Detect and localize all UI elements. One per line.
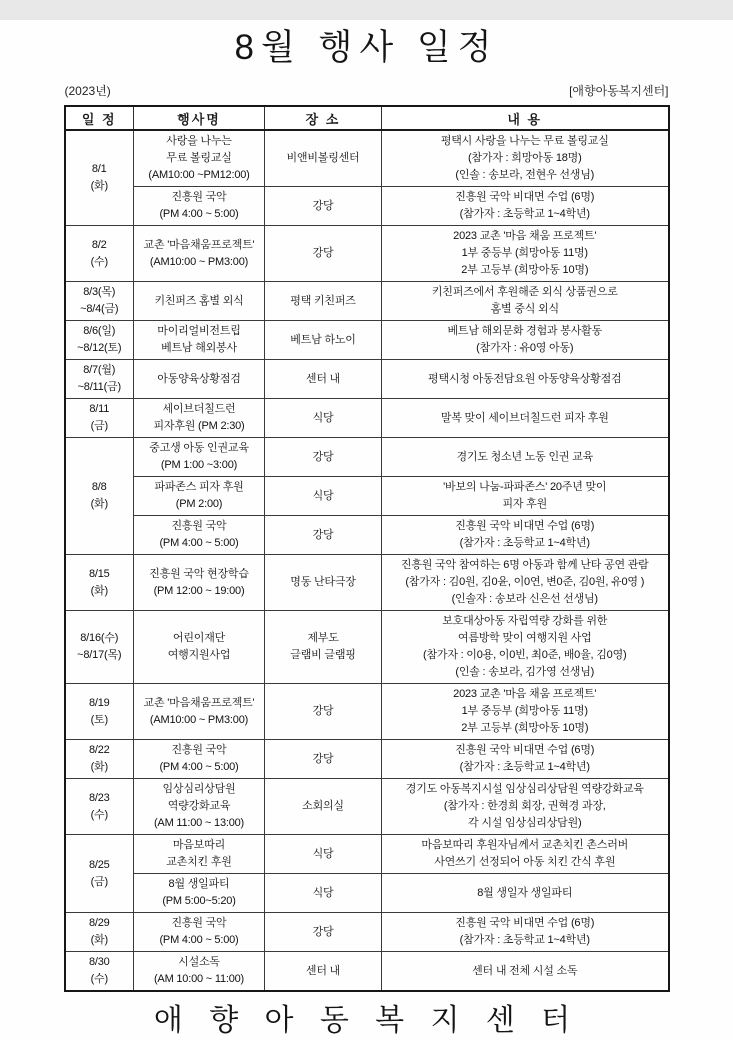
- schedule-table-body: [65, 130, 669, 991]
- content-cell: 진흥원 국악 비대면 수업 (6명) (참가자 : 초등학교 1~4학년): [382, 913, 669, 952]
- content-cell: '바보의 나눔-파파존스' 20주년 맞이 피자 후원: [382, 477, 669, 516]
- date-cell: 8/8 (화): [65, 438, 134, 555]
- table-row: [65, 438, 669, 477]
- header-content: 내 용: [382, 106, 669, 130]
- content-cell: 2023 교촌 '마음 채움 프로젝트' 1부 중등부 (희망아동 11명) 2부 고등부 (희망아동 10명): [382, 226, 669, 282]
- table-row: [65, 282, 669, 321]
- event-name-cell: 파파존스 피자 후원 (PM 2:00): [134, 477, 265, 516]
- content-cell: 경기도 아동복지시설 임상심리상담원 역량강화교육 (참가자 : 한경희 회장, 권혁경 과장, 각 시설 임상심리상담원): [382, 779, 669, 835]
- table-row: [65, 740, 669, 779]
- table-row: [65, 913, 669, 952]
- table-row: [65, 835, 669, 874]
- date-cell: 8/23 (수): [65, 779, 134, 835]
- date-cell: 8/19 (토): [65, 684, 134, 740]
- date-cell: 8/16(수) ~8/17(목): [65, 611, 134, 684]
- place-cell: 베트남 하노이: [265, 321, 382, 360]
- event-name-cell: 키친퍼즈 홈별 외식: [134, 282, 265, 321]
- content-cell: 보호대상아동 자립역량 강화를 위한 여름방학 맞이 여행지원 사업 (참가자 : 이0용, 이0빈, 최0준, 배0율, 김0영) (인솔 : 송보라, 김가영 선생님): [382, 611, 669, 684]
- schedule-table: [64, 105, 670, 992]
- place-cell: 강당: [265, 740, 382, 779]
- content-cell: 진흥원 국악 참여하는 6명 아동과 함께 난타 공연 관람 (참가자 : 김0원, 김0윤, 이0연, 변0준, 김0원, 유0영 ) (인솔자 : 송보라 신은선 선생님): [382, 555, 669, 611]
- place-cell: 강당: [265, 913, 382, 952]
- document-page: [0, 20, 733, 1040]
- event-name-cell: 진흥원 국악 (PM 4:00 ~ 5:00): [134, 913, 265, 952]
- content-cell: 2023 교촌 '마음 채움 프로젝트' 1부 중등부 (희망아동 11명) 2부 고등부 (희망아동 10명): [382, 684, 669, 740]
- date-cell: 8/2 (수): [65, 226, 134, 282]
- content-cell: 8월 생일자 생일파티: [382, 874, 669, 913]
- table-row: [65, 684, 669, 740]
- table-row: [65, 226, 669, 282]
- place-cell: 식당: [265, 874, 382, 913]
- place-cell: 강당: [265, 516, 382, 555]
- place-cell: 식당: [265, 477, 382, 516]
- place-cell: 식당: [265, 835, 382, 874]
- place-cell: 명동 난타극장: [265, 555, 382, 611]
- meta-row: [65, 82, 669, 99]
- table-row: [65, 321, 669, 360]
- table-row: [65, 952, 669, 992]
- place-cell: 강당: [265, 684, 382, 740]
- event-name-cell: 마이리얼비전트립 베트남 해외봉사: [134, 321, 265, 360]
- content-cell: 평택시 사랑을 나누는 무료 볼링교실 (참가자 : 희망아동 18명) (인솔 : 송보라, 전현우 선생님): [382, 130, 669, 187]
- table-row: [65, 779, 669, 835]
- date-cell: 8/30 (수): [65, 952, 134, 992]
- content-cell: 마음보따리 후원자님께서 교촌치킨 촌스러버 사연쓰기 선정되어 아동 치킨 간식 후원: [382, 835, 669, 874]
- place-cell: 소회의실: [265, 779, 382, 835]
- table-row: [65, 187, 669, 226]
- event-name-cell: 진흥원 국악 (PM 4:00 ~ 5:00): [134, 516, 265, 555]
- date-cell: 8/29 (화): [65, 913, 134, 952]
- place-cell: 비앤비볼링센터: [265, 130, 382, 187]
- table-row: [65, 611, 669, 684]
- event-name-cell: 사랑을 나누는 무료 볼링교실 (AM10:00 ~PM12:00): [134, 130, 265, 187]
- place-cell: 평택 키친퍼즈: [265, 282, 382, 321]
- date-cell: 8/22 (화): [65, 740, 134, 779]
- place-cell: 센터 내: [265, 952, 382, 992]
- content-cell: 베트남 해외문화 경험과 봉사활동 (참가자 : 유0영 아동): [382, 321, 669, 360]
- place-cell: 식당: [265, 399, 382, 438]
- footer-org-name: 애 향 아 동 복 지 센 터: [153, 1004, 580, 1037]
- table-row: [65, 516, 669, 555]
- place-cell: 강당: [265, 187, 382, 226]
- table-row: [65, 130, 669, 187]
- place-cell: 강당: [265, 226, 382, 282]
- event-name-cell: 진흥원 국악 (PM 4:00 ~ 5:00): [134, 187, 265, 226]
- table-row: [65, 555, 669, 611]
- date-cell: 8/7(월) ~8/11(금): [65, 360, 134, 399]
- content-cell: 센터 내 전체 시설 소독: [382, 952, 669, 992]
- content-cell: 진흥원 국악 비대면 수업 (6명) (참가자 : 초등학교 1~4학년): [382, 187, 669, 226]
- content-cell: 평택시청 아동전담요원 아동양육상황점검: [382, 360, 669, 399]
- event-name-cell: 세이브더칠드런 피자후원 (PM 2:30): [134, 399, 265, 438]
- table-row: [65, 874, 669, 913]
- header-date: 일 정: [65, 106, 134, 130]
- content-cell: 키친퍼즈에서 후원해준 외식 상품권으로 홈별 중식 외식: [382, 282, 669, 321]
- date-cell: 8/25 (금): [65, 835, 134, 913]
- event-name-cell: 진흥원 국악 (PM 4:00 ~ 5:00): [134, 740, 265, 779]
- date-cell: 8/1 (화): [65, 130, 134, 226]
- event-name-cell: 임상심리상담원 역량강화교육 (AM 11:00 ~ 13:00): [134, 779, 265, 835]
- org-note: [애향아동복지센터]: [569, 84, 669, 98]
- header-event-name: 행사명: [134, 106, 265, 130]
- event-name-cell: 시설소독 (AM 10:00 ~ 11:00): [134, 952, 265, 992]
- date-cell: 8/3(목) ~8/4(금): [65, 282, 134, 321]
- place-cell: 제부도 글램비 글램핑: [265, 611, 382, 684]
- event-name-cell: 아동양육상황점검: [134, 360, 265, 399]
- header-place: 장 소: [265, 106, 382, 130]
- place-cell: 강당: [265, 438, 382, 477]
- event-name-cell: 8월 생일파티 (PM 5:00~5:20): [134, 874, 265, 913]
- content-cell: 말복 맞이 세이브더칠드런 피자 후원: [382, 399, 669, 438]
- event-name-cell: 어린이재단 여행지원사업: [134, 611, 265, 684]
- event-name-cell: 중고생 아동 인권교육 (PM 1:00 ~3:00): [134, 438, 265, 477]
- event-name-cell: 교촌 '마음채움프로젝트' (AM10:00 ~ PM3:00): [134, 684, 265, 740]
- table-row: [65, 399, 669, 438]
- table-row: [65, 360, 669, 399]
- date-cell: 8/15 (화): [65, 555, 134, 611]
- table-row: [65, 477, 669, 516]
- content-cell: 진흥원 국악 비대면 수업 (6명) (참가자 : 초등학교 1~4학년): [382, 516, 669, 555]
- event-name-cell: 마음보따리 교촌치킨 후원: [134, 835, 265, 874]
- page-title: 8월 행사 일정: [234, 28, 499, 67]
- content-cell: 경기도 청소년 노동 인권 교육: [382, 438, 669, 477]
- year-note: (2023년): [64, 84, 111, 98]
- date-cell: 8/6(일) ~8/12(토): [65, 321, 134, 360]
- content-cell: 진흥원 국악 비대면 수업 (6명) (참가자 : 초등학교 1~4학년): [382, 740, 669, 779]
- event-name-cell: 진흥원 국악 현장학습 (PM 12:00 ~ 19:00): [134, 555, 265, 611]
- event-name-cell: 교촌 '마음채움프로젝트' (AM10:00 ~ PM3:00): [134, 226, 265, 282]
- date-cell: 8/11 (금): [65, 399, 134, 438]
- place-cell: 센터 내: [265, 360, 382, 399]
- table-header-row: [65, 106, 669, 130]
